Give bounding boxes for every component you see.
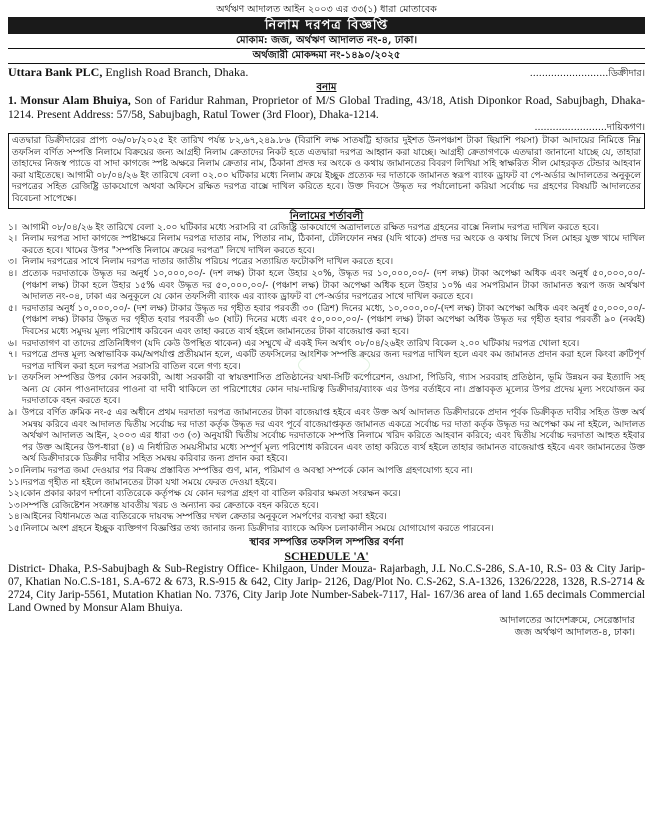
term-item xyxy=(8,489,645,501)
term-number: ১০। xyxy=(8,466,23,477)
signature-line-2: জজ অর্থঋণ আদালত-৪, ঢাকা। xyxy=(514,627,635,639)
defendant-name: Monsur Alam Bhuiya, xyxy=(20,95,131,107)
plaintiff-role xyxy=(530,67,645,82)
role-label: ডিক্রীদার। xyxy=(608,68,645,79)
term-text: কোন প্রকার কারণ দর্শানো ব্যতিরেকে কর্তৃপক্ষ যে কোন দরপত্র গ্রহণ বা বাতিল করিবার ক্ষমতা সংরক্ষন করে। xyxy=(22,489,401,500)
court-name: মোকাম: জজ, অর্থঋণ আদালত নং-৪, ঢাকা। xyxy=(235,35,418,46)
notice-banner: নিলাম দরপত্র বিজ্ঞপ্তি xyxy=(8,17,645,34)
plaintiff-row xyxy=(8,65,645,82)
signature-line-1: আদালতের আদেশক্রমে, সেরেস্তাদার xyxy=(499,615,635,627)
term-item xyxy=(8,373,645,408)
term-number: ১৩। xyxy=(8,500,23,511)
term-number: ১২। xyxy=(8,489,23,500)
term-item xyxy=(8,466,645,478)
schedule-title: SCHEDULE 'A' xyxy=(284,548,369,563)
term-item xyxy=(8,501,645,513)
schedule-text: District- Dhaka, P.S-Sabujbagh & Sub-Registry Office- Khilgaon, Under Mouza- Rajarbagh, J.L No.C.S-286, S.A-10, R.S- 03 & City Jarip-07, Khatian No.C.S-181, S.A-672 & 673, R.S-915 & 642, City Jarip- 2126, Dag/Plot No. C.S-262, S.A-1326, 1326/2228, 1328, R.S-2714 & 2724, City Jarip-5561, Mutation Khatian No. 7376, City Jarip Jote Number-Sabek-7117, Hal- 167/36 area of land 1.65 decimals Commercial Land Owned by Monsur Alam Bhuiya. xyxy=(8,562,645,615)
term-number: ৯। xyxy=(8,408,18,419)
divider xyxy=(8,63,645,64)
role-dots: .......................... xyxy=(529,68,609,79)
term-text: সম্পত্তি রেজিষ্টেশন সংক্রান্ত যাবতীয় খরচ ও অন্যান্য কর ক্রেতাকে বহন করিতে হবে। xyxy=(22,500,319,511)
term-text: আগামী ০৮/০৪/২৬ ইং তারিখে বেলা ২.০০ ঘটিকার মধ্যে সরাসরি বা রেজিষ্ট্রি ডাকযোগে অত্রাদালতে রক্ষিত দরপত্র গ্রহনের বাক্সে নিলাম দরপত্র দাখিল করতে হবে। xyxy=(22,222,599,233)
term-text: নিলামে অংশ গ্রহনে ইচ্ছুক ব্যক্তিগণ বিজ্ঞপ্তির তথ্য জানার জন্য ডিক্রীদার ব্যাংকে অফিস চলাকালীন সময়ে যোগাযোগ করতে পারবেন। xyxy=(22,524,494,534)
defendant-number: 1. xyxy=(8,95,17,107)
term-item xyxy=(8,408,645,466)
term-number: ১৪। xyxy=(8,512,23,523)
term-text: নিলাম দরপত্র সাদা কাগজে স্পষ্টাক্ষরে নিলাম দরপত্র দাতার নাম, পিতার নাম, ঠিকানা, টেলিফোন নম্বর (যদি থাকে) প্রদত্ত দর অংকে ও কথায় লিখে সিল মোহর যুক্ত খামে দাখিল করতে হবে। খামের উপর "সম্পত্তি নিলামে ক্রয়ের দরপত্র" লিখে দাখিল করতে হবে। xyxy=(22,234,645,256)
term-item xyxy=(8,524,645,536)
term-text: দরপত্রে প্রদত্ত মূল্য অস্বাভাবিক কম/অপর্যাপ্ত প্রতীয়মান হলে, একটি তফসিলের আংশিক সম্পত্তি ক্রয়ের জন্য দরপত্র দাখিল হলে এবং কম জামানত প্রদান করা হলে কিংবা ক্রটিপূর্ণ দরপত্র দাখিল করা হলে দরপত্র সরাসরি বাতিল বলে গণ্য হবে। xyxy=(22,350,645,372)
term-number: ২। xyxy=(8,234,18,245)
terms-list xyxy=(8,223,645,536)
versus-label: বনাম xyxy=(316,82,337,93)
term-text: নিলাম দরপত্র জমা দেওয়ার পর বিক্রয় প্রস্তাবিত সম্পত্তির গুণ, মান, পরিমাণ ও অবস্থা সম্পর্কে কোন আপত্তি গ্রহণযোগ্য হবে না। xyxy=(22,466,473,477)
term-number: ৪। xyxy=(8,268,18,279)
term-text: দরদাতাগণ বা তাদের প্রতিনিধিগণ (যদি কেউ উপস্থিত থাকেন) এর সম্মুখে ঐ একই দিন অর্থাৎ ০৮/০৪/২৬ইং তারিখ বিকেল ২.০০ ঘটিকায় দরপত্র খোলা হবে। xyxy=(22,338,580,349)
term-text: দরপত্র গৃহীত না হইলে জামানতের টাকা যথা সময়ে ফেরত দেওয়া হইবে। xyxy=(22,477,277,488)
term-text: নিলাম দরপত্রের সাথে নিলাম দরপত্র দাতার জাতীয় পরিচয় পত্রের সত্যায়িত ফটোকপি দাখিল করতে হবে। xyxy=(22,257,394,268)
notice-page xyxy=(8,0,645,639)
term-number: ১। xyxy=(8,222,18,233)
term-item xyxy=(8,257,645,269)
term-number: ১১। xyxy=(8,477,23,488)
term-text: দরদাতার অনুর্ধ ১০,০০০,০০/- (দশ লক্ষ) টাকার উদ্ধৃত দর গৃহীত হবার পরবর্তী ৩০ (ত্রিশ) দিনের মধ্যে, ১০,০০০,০০/-(দশ লক্ষ) টাকা অপেক্ষা অধিক এবং অনুর্ধ ৫০,০০০,০০/- (পঞ্চাশ লক্ষ) টাকার উদ্ধৃত দর গৃহীত হবার পরবর্তী ৬০ (ষাট) দিনের মধ্যে এবং ৫০,০০০,০০/- (পঞ্চাশ লক্ষ) টাকা অপেক্ষা অধিক উদ্ধৃত দর গৃহীত হবার পরবর্তী ৯০ (নব্বই) দিবসের মধ্যে সমুদয় মূল্য পরিশোধ করিবেন এবং তাহা করতে ব্যর্থ হইলে জামানতের টাকা বাজেয়াপ্ত করা হবে। xyxy=(22,303,645,337)
term-number: ১৫। xyxy=(8,524,23,534)
defendant-details: Son of Faridur Rahman, Proprietor of M/S Global Trading, 43/18, Atish Diponkor Road, Sabujbagh, Dhaka-1214. Present Address: 57/58, Sabujbagh, Ratul Tower (3rd Floor), Dhaka-1214. xyxy=(8,95,646,121)
term-text: প্রত্যেক দরদাতাকে উদ্ধৃত দর অনুর্ধ ১০,০০০,০০/- (দশ লক্ষ) টাকা হলে উহার ২০%, উদ্ধৃত দর ১০,০০০,০০/- (দশ লক্ষ) টাকা অপেক্ষা অধিক এবং অনুর্ধ ৫০,০০০,০০/- (পঞ্চাশ লক্ষ) টাকা হলে উহার ১৫% এবং উদ্ধৃত দর ৫০,০০০,০০/- (পঞ্চাশ লক্ষ) টাকা অপেক্ষা অধিক হলে উহার ১০% এর সমপরিমান টাকা জামানত স্বরূপ জজ অর্থঋণ আদালত নং-০৪, ঢাকা এর অনুকূলে যে কোন তফসিলী ব্যাংক এর ব্যাংক ড্রাফট বা পে-অর্ডার দরপত্রের সাথে দাখিল করতে হবে। xyxy=(22,268,645,303)
term-text: আইনের বিধানমতে অত্র ব্যতিরেকে দায়বদ্ধ সম্পত্তির দখল ক্রেতার অনুকূলে সমর্পণের ব্যবস্থা করা হইবে। xyxy=(22,512,387,523)
plaintiff-branch: English Road Branch, Dhaka. xyxy=(102,65,249,79)
term-text: তফসিল সম্পত্তির উপর কোন সরকারী, আধা সরকারী বা স্বায়ত্তশাসিত প্রতিষ্ঠানের যথা-সিটি কর্পোরেশন, ওয়াসা, পিডিবি, গ্যাস সরবরাহ প্রতিষ্ঠান, ভূমি উন্নয়ন কর ইত্যাদি সহ অন্য যে কোন পাওনাদারের পাওনা বা দাবী থাকিলে তা পরিশোধের কোন দায়-দায়িত্ব ডিক্রীদার/ব্যাংক এর উপর বর্তাইবে না। প্রস্তাবকৃত মূল্যের উপর প্রদেয় মূল্য সংযোজন কর দরদাতাকে বহন করতে হবে। xyxy=(22,373,645,407)
term-item xyxy=(8,478,645,490)
term-number: ৬। xyxy=(8,338,18,349)
divider xyxy=(8,48,645,49)
term-item xyxy=(8,304,645,339)
act-reference: অর্থঋণ আদালত আইন ২০০৩ এর ৩৩(১) ধারা মোতাবেক xyxy=(216,4,437,15)
defendant xyxy=(8,94,645,122)
term-item xyxy=(8,512,645,524)
term-text: উপরে বর্ণিত ক্রমিক নং-৫ এর অধীনে প্রথম দরদাতা দরপত্র জামানতের টাকা বাজেয়াপ্ত হইবে এবং উক্ত অর্থ আদালত ডিক্রীদারকে প্রদান পূর্বক ডিক্রীকৃত দাবীর সহিত উক্ত অর্থ সমন্বয় করিবে এবং আদালত দ্বিতীয় সর্বোচ্চ দর দাতা কর্তৃক উদ্ধৃত দর এবং পূর্বে বাজেয়াপ্তকৃত জামানত একত্রে সর্বোচ্চ দর দাতা কর্তৃক উদ্ধৃত দর অপেক্ষা কম না হইলে, আদালত অর্থঋণ আদালত আইন, ২০০৩ এর ধারা ৩৩ (৩) অনুযায়ী দ্বিতীয় সর্বোচ্চ দরদাতাকে সম্পত্তি নিলামে খরিদ করিতে আহবান করিবে; এবং দ্বিতীয় সর্বোচ্চ দরদাতা আহুত হইবার পর উক্ত আইনের উপ-ধারা (৪) এ নির্ধারিত সময়সীমার মধ্যে সম্পূর্ণ মূল্য পরিশোধ করিবেন এবং তাহা করিতে ব্যর্থ হইলে তাহার জামানত বাজেয়াপ্ত হইবে এবং জামানতের উক্ত অর্থ ডিক্রীদারকে ডিক্রীর দাবীর সহিত সমন্বয় করিবার জন্য প্রদান করা হইবে। xyxy=(22,408,645,465)
term-item xyxy=(8,339,645,351)
term-item xyxy=(8,234,645,257)
term-number: ৭। xyxy=(8,350,18,361)
term-item xyxy=(8,223,645,235)
schedule-heading: স্থাবর সম্পত্তির তফসিল সম্পত্তির বর্ণনা xyxy=(249,536,404,548)
notice-paragraph: এতদ্বারা ডিক্রীদারের প্রাপ্য ০৬/০৮/২০২৫ ইং তারিখ পর্যন্ত ৮২,৬৭,২৪৯.৮৬ (বিরাশি লক্ষ সাতষট্টি হাজার দুইশত উনপঞ্চাশ টাকা ছিয়াশি পয়সা) টাকা আদায়ের নিমিত্তে নিম্ন তফসিল বর্ণিত সম্পত্তি নিলামে বিক্রয়ের জন্য আগ্রহী নিলাম ক্রেতাদের নিকট হতে এতদ্বারা দরপত্র আহ্বান করা যাচ্ছে। আগ্রহী ক্রেতাগণকে এতদ্বারা জানানো যাচ্ছে যে, তাহারা তাহাদের নিজস্ব প্যাডে বা সাদা কাগজে স্পষ্ট অক্ষরে নিলাম ক্রেতার নাম, ঠিকানা প্রদত্ত দর অংকে ও কথায় জামানতের বিবরণ লিখিয়া সহি স্বাক্ষরিত সীল মোহরকৃত টেন্ডার আহবান করা যাইতেছে। আগামী ০৮/০৪/২৬ ইং তারিখে বেলা ০২.০০ ঘটিকার মধ্যে নিলাম ক্রয়ে ইচ্ছুক প্রত্যেক দর দাতাকে জামানত স্বরূপ ব্যাংক ড্রাফট বা পে-অর্ডার আদালতের অনুকূলে দরপত্রের সহিত রেজিষ্ট্রি ডাকযোগে অথবা অফিসে রক্ষিত দরপত্র বাক্সে দাখিল করিতে হবে। উক্ত দিবসে উদ্ধৃত দর পর্যালোচনা করিয়া সর্বোচ্চ দর গ্রহণের বিষয়টি আদালতের বিবেচনা সাপেক্ষে। xyxy=(8,133,645,209)
term-number: ৩। xyxy=(8,257,18,268)
plaintiff xyxy=(8,65,248,79)
term-number: ৮। xyxy=(8,373,18,384)
term-item xyxy=(8,350,645,373)
plaintiff-name: Uttara Bank PLC, xyxy=(8,65,103,79)
case-number: অর্থজারী মোকদ্দমা নং-১৪৯০/২০২৫ xyxy=(252,50,401,61)
defendant-role: ........................দায়িকগণ। xyxy=(534,122,645,133)
term-number: ৫। xyxy=(8,303,18,314)
term-item xyxy=(8,269,645,304)
terms-heading: নিলামের শর্তাবলী xyxy=(289,209,364,222)
